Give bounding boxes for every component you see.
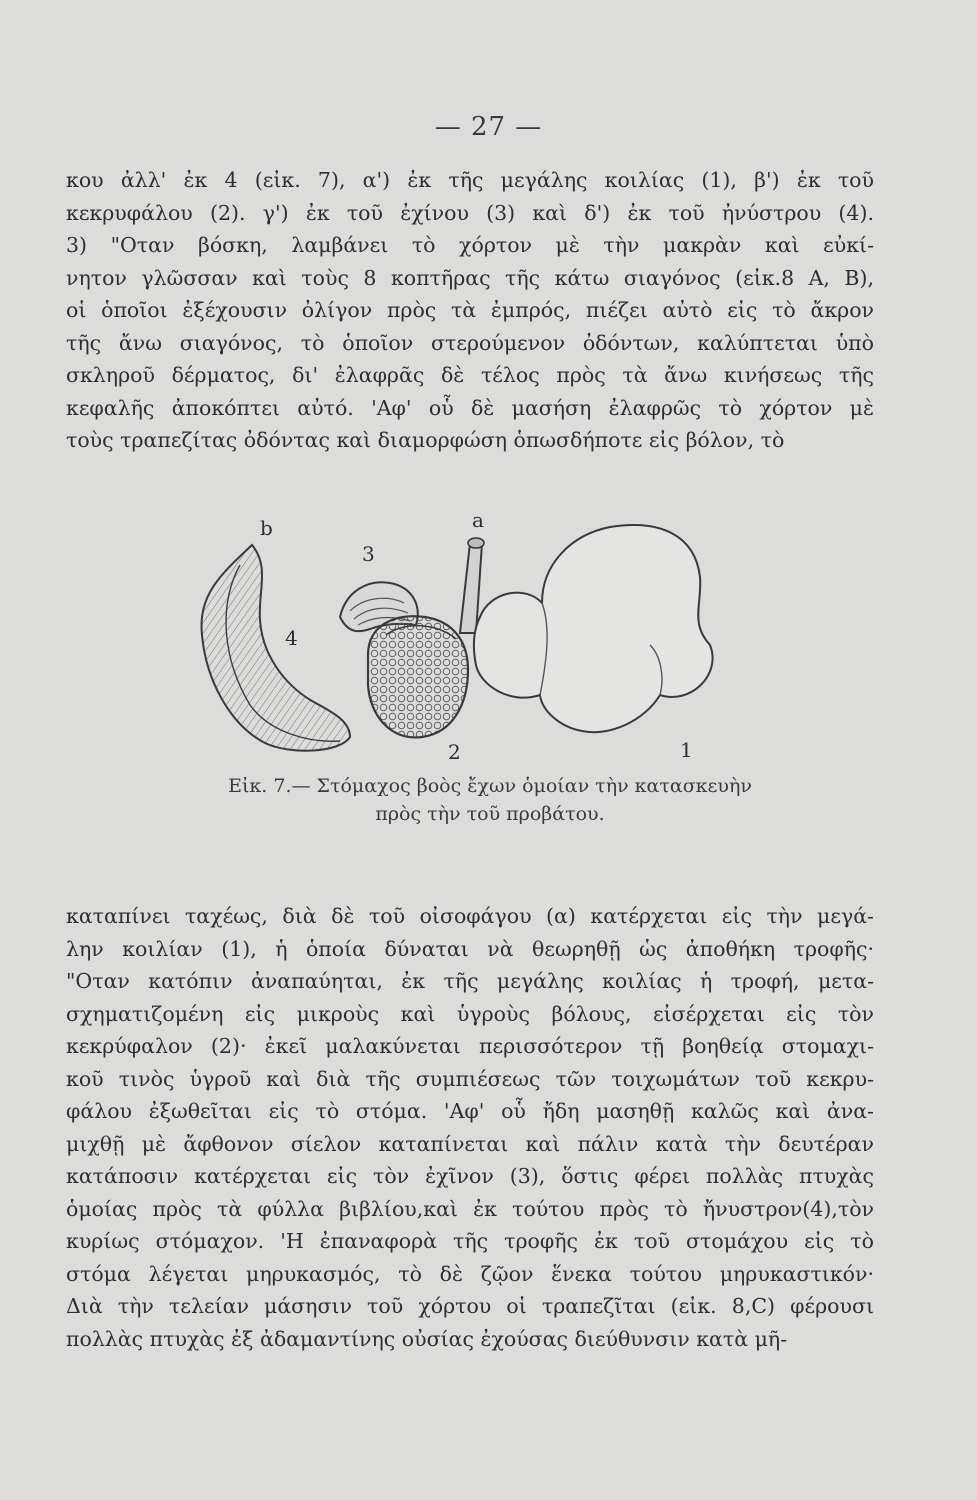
text-line: κοῦ τινὸς ὑγροῦ καὶ διὰ τῆς συμπιέσεως τῶν τοιχωμάτων τοῦ κεκρυ- xyxy=(66,1066,874,1091)
label-b: b xyxy=(260,516,273,540)
text-line: 3) "Οταν βόσκη, λαμβάνει τὸ χόρτον μὲ τὴν μακρὰν καὶ εὐκί- xyxy=(66,233,874,257)
label-3: 3 xyxy=(362,542,375,566)
text-line: κου ἀλλ' ἐκ 4 (εἰκ. 7), α') ἐκ τῆς μεγάλης κοιλίας (1), β') ἐκ τοῦ xyxy=(66,168,874,192)
text-line: οἱ ὁποῖοι ἐξέχουσιν ὀλίγον πρὸς τὰ ἐμπρός, πιέζει αὐτὸ εἰς τὸ ἄκρον xyxy=(66,298,874,322)
label-2: 2 xyxy=(448,740,461,764)
reticulum-shape xyxy=(368,616,468,737)
text-line: νητον γλῶσσαν καὶ τοὺς 8 κοπτῆρας τῆς κάτω σιαγόνος (εἰκ.8 Α, Β), xyxy=(66,265,874,290)
text-line: λην κοιλίαν (1), ἡ ὁποία δύναται νὰ θεωρηθῇ ὡς ἀποθήκη τροφῆς· xyxy=(66,936,874,961)
stomach-illustration xyxy=(190,505,750,765)
text-line: "Οταν κατόπιν ἀναπαύηται, ἐκ τῆς μεγάλης κοιλίας ἡ τροφή, μετα- xyxy=(66,969,874,993)
text-line: κυρίως στόμαχον. 'Η ἐπαναφορὰ τῆς τροφῆς ἐκ τοῦ στομάχου εἰς τὸ xyxy=(66,1229,874,1253)
page-number: — 27 — xyxy=(434,112,543,142)
text-line: πολλὰς πτυχὰς ἐξ ἀδαμαντίνης οὐσίας ἐχούσας διεύθυνσιν κατὰ μῆ- xyxy=(66,1326,788,1351)
text-line: κατάποσιν κατέρχεται εἰς τὸν ἐχῖνον (3), ὅστις φέρει πολλὰς πτυχὰς xyxy=(66,1164,874,1188)
label-1: 1 xyxy=(680,738,693,762)
figure-caption xyxy=(180,772,800,828)
text-line: σχηματιζομένη εἰς μικροὺς καὶ ὑγροὺς βόλους, εἰσέρχεται εἰς τὸν xyxy=(66,1001,874,1026)
text-line: ὁμοίας πρὸς τὰ φύλλα βιβλίου,καὶ ἐκ τούτου πρὸς τὸ ἤνυστρον(4),τὸν xyxy=(66,1196,874,1221)
stomach-figure xyxy=(190,505,750,765)
rumen-shape xyxy=(474,525,713,732)
text-line: στόμα λέγεται μηρυκασμός, τὸ δὲ ζῷον ἕνεκα τούτου μηρυκαστικόν· xyxy=(66,1261,874,1286)
text-line: Διὰ τὴν τελείαν μάσησιν τοῦ χόρτου οἱ τραπεζῖται (εἰκ. 8,C) φέρουσι xyxy=(66,1294,874,1318)
text-line: κεφαλῆς ἀποκόπτει αὐτό. 'Αφ' οὗ δὲ μασήση ἐλαφρῶς τὸ χόρτον μὲ xyxy=(66,395,874,420)
text-line: καταπίνει ταχέως, διὰ δὲ τοῦ οἰσοφάγου (α) κατέρχεται εἰς τὴν μεγά- xyxy=(66,904,874,928)
text-line: σκληροῦ δέρματος, δι' ἐλαφρᾶς δὲ τέλος πρὸς τὰ ἄνω κινήσεως τῆς xyxy=(66,363,874,387)
text-line: κεκρύφαλον (2)· ἐκεῖ μαλακύνεται περισσότερον τῇ βοηθείᾳ στομαχι- xyxy=(66,1034,874,1058)
bottom-paragraph xyxy=(66,900,874,1355)
caption-line: Εἰκ. 7.— Στόμαχος βοὸς ἔχων ὁμοίαν τὴν κατασκευὴν xyxy=(228,775,752,797)
abomasum-shape xyxy=(202,545,350,751)
esophagus-opening xyxy=(468,538,484,548)
caption-line: πρὸς τὴν τοῦ προβάτου. xyxy=(375,803,605,825)
text-line: κεκρυφάλου (2). γ') ἐκ τοῦ ἐχίνου (3) καὶ δ') ἐκ τοῦ ἠνύστρου (4). xyxy=(66,200,874,225)
top-paragraph xyxy=(66,164,874,457)
text-line: φάλου ἐξωθεῖται εἰς τὸ στόμα. 'Αφ' οὗ ἤδη μασηθῇ καλῶς καὶ ἀνα- xyxy=(66,1099,874,1123)
label-a: a xyxy=(472,508,484,532)
text-line: τοὺς τραπεζίτας ὀδόντας καὶ διαμορφώση ὁπωσδήποτε εἰς βόλον, τὸ xyxy=(66,428,785,452)
text-line: μιχθῇ μὲ ἄφθονον σίελον καταπίνεται καὶ πάλιν κατὰ τὴν δευτέραν xyxy=(66,1131,874,1156)
label-4: 4 xyxy=(285,626,298,650)
text-line: τῆς ἄνω σιαγόνος, τὸ ὁποῖον στερούμενον ὀδόντων, καλύπτεται ὑπὸ xyxy=(66,330,874,355)
